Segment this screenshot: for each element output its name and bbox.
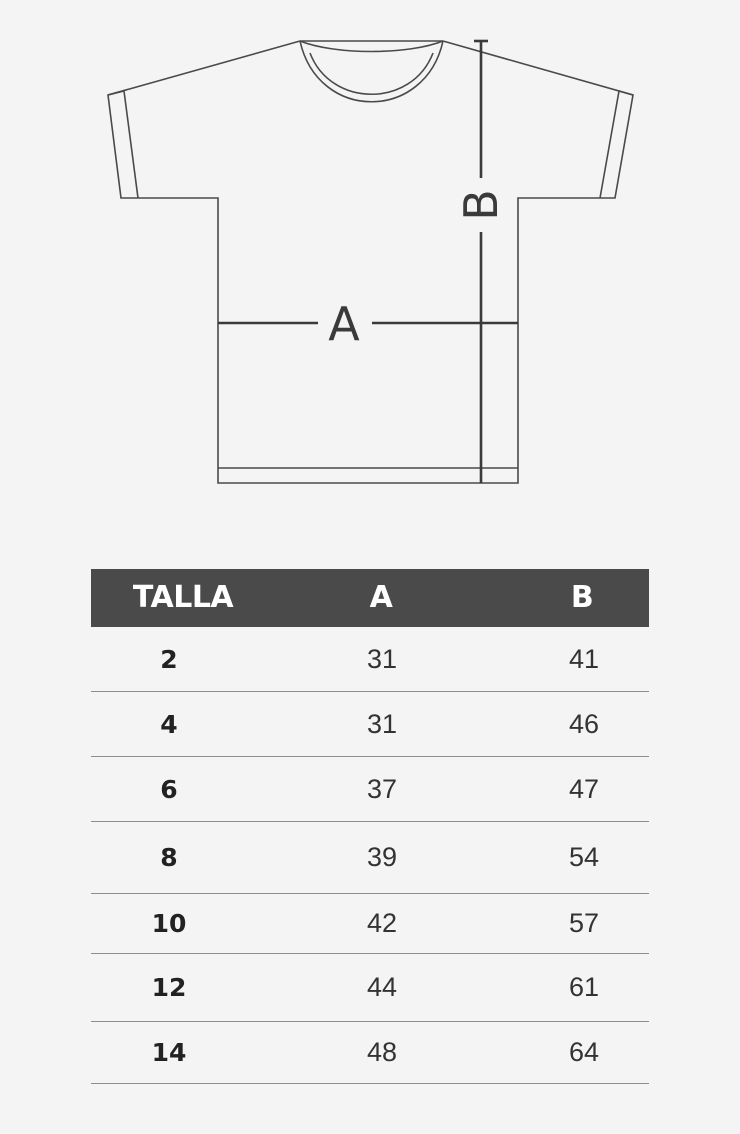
size-cell: 10 (151, 909, 187, 938)
measure-a-cell: 42 (366, 908, 398, 938)
table-row (91, 1022, 649, 1084)
measure-a-cell: 31 (366, 708, 398, 739)
measure-b-cell: 47 (568, 773, 600, 804)
header-b: B (570, 580, 594, 615)
header-a: A (369, 580, 393, 615)
size-cell: 6 (160, 774, 178, 804)
dimension-b-label: B (454, 189, 508, 221)
table-row (91, 757, 649, 822)
measure-b-cell: 57 (568, 908, 600, 938)
measure-a-cell: 39 (366, 842, 398, 872)
size-cell: 4 (160, 709, 178, 739)
header-talla: TALLA (132, 580, 234, 615)
measure-b-cell: 46 (568, 708, 600, 739)
measure-b-cell: 61 (568, 972, 600, 1002)
measure-a-cell: 37 (366, 773, 398, 804)
size-cell: 8 (160, 843, 178, 872)
measure-a-cell: 31 (366, 643, 398, 674)
table-row (91, 692, 649, 757)
table-row (91, 894, 649, 954)
size-cell: 14 (151, 1038, 187, 1067)
measure-b-cell: 41 (568, 643, 600, 674)
table-row (91, 822, 649, 894)
size-cell: 2 (160, 644, 178, 674)
table-header (91, 569, 649, 627)
size-cell: 12 (151, 973, 187, 1002)
measure-a-cell: 48 (366, 1037, 398, 1067)
measure-b-cell: 64 (568, 1037, 600, 1067)
tshirt-outline (108, 41, 633, 483)
measure-b-cell: 54 (568, 842, 600, 872)
size-table (91, 569, 649, 1084)
table-row (91, 954, 649, 1022)
table-row (91, 627, 649, 692)
dimension-a-label: A (328, 297, 360, 351)
measure-a-cell: 44 (366, 972, 398, 1002)
tshirt-diagram (0, 0, 740, 530)
